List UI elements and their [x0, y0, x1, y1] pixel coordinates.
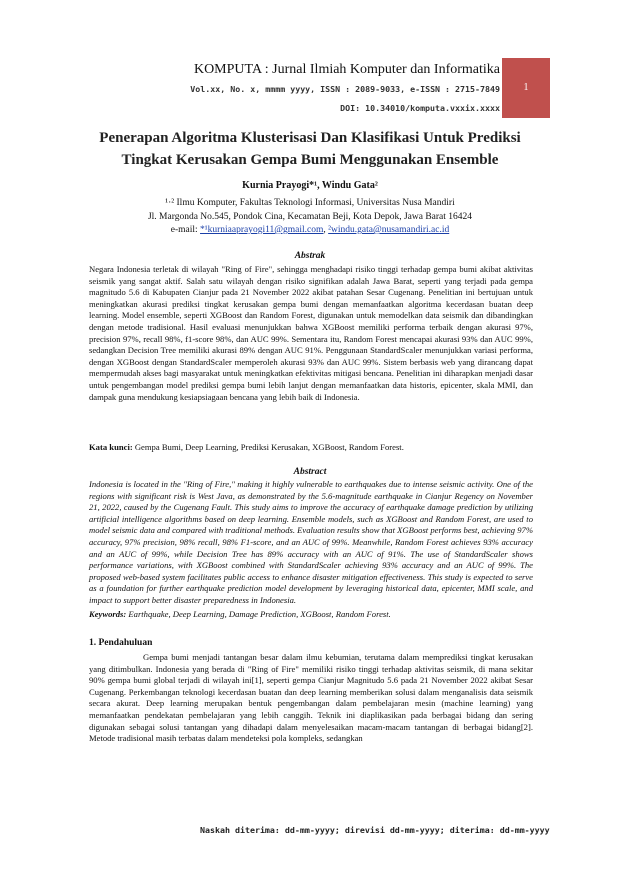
affiliation-line: Jl. Margonda No.545, Pondok Cina, Kecamatan Beji, Kota Depok, Jawa Barat 16424 [147, 211, 473, 222]
abstract-text: Indonesia is located in the "Ring of Fire," making it highly vulnerable to earthquakes due to intense seismic activity. One of the regions with significant risk is West Java, as demonstrated by the 5.6-magnitude earthquake in Cianjur Regency on November 21, 2022, caused by the Cugenang Fault. This study aims to improve the accuracy of earthquake damage prediction by utilizing artificial intelligence algorithms based on deep learning. Ensemble models, such as XGBoost and Random Forest, are used to model seismic data and compared with traditional methods. Evaluation results show that XGBoost performs best, achieving 97% accuracy, 97% precision, 98% recall, 98% F1-score, and an AUC of 99%. Meanwhile, Random Forest achieves 93% accuracy and an AUC of 99%, while Decision Tree has 89% accuracy with an AUC of 91%. The use of StandardScaler shows performance variations, with XGBoost combined with StandardScaler achieving 93% accuracy and an AUC of 99%. The proposed web-based system facilitates public access to enhance disaster mitigation effectiveness. This study is expected to serve as a foundation for further earthquake prediction model development by leveraging historical data, epicenter, MMI scale, and impact to support better disaster preparedness in Indonesia. [89, 479, 533, 605]
page-number-tab: 1 [502, 58, 550, 118]
email-link-1[interactable]: *¹kurniaaprayogi11@gmail.com [200, 225, 324, 235]
email-separator: , [323, 225, 329, 235]
email-link-2[interactable]: ²windu.gata@nusamandiri.ac.id [328, 225, 450, 235]
journal-doi: DOI: 10.34010/komputa.vxxix.xxxx [340, 103, 500, 113]
abstract-heading: Abstract [293, 467, 327, 477]
title-line: Tingkat Kerusakan Gempa Bumi Menggunakan Ensemble [121, 152, 499, 168]
keywords-value: Earthquake, Deep Learning, Damage Prediction, XGBoost, Random Forest. [126, 609, 391, 619]
paper-title [60, 127, 560, 171]
affiliation [60, 197, 560, 238]
affiliation-line: ¹·² Ilmu Komputer, Fakultas Teknologi Informasi, Universitas Nusa Mandiri [165, 198, 455, 208]
abstrak-keywords [89, 442, 533, 452]
email-prefix: e-mail: [170, 225, 201, 235]
intro-heading: 1. Pendahuluan [89, 638, 153, 648]
journal-title: KOMPUTA : Jurnal Ilmiah Komputer dan Informatika [193, 62, 500, 77]
email-line [60, 224, 560, 238]
keywords-label: Keywords: [89, 609, 127, 619]
intro-text: Gempa bumi menjadi tantangan besar dalam ilmu kebumian, terutama dalam memprediksi tingkat kerusakan yang ditimbulkan. Indonesia yang berada di "Ring of Fire" memiliki risiko tinggi terhadap aktivitas seismik, di mana sekitar 90% gempa bumi global terjadi di wilayah ini[1], seperti gempa Cianjur Magnitudo 5.6 pada 21 November 2022 akibat Sesar Cugenang. Perkembangan teknologi kecerdasan buatan dan deep learning memberikan solusi dalam menganalisis data seismik secara akurat. Deep learning merupakan bentuk pengembangan dalam pembelajaran mesin (machine learning) yang memanfaatkan pendekatan pembelajaran yang lebih canggih. Teknik ini diaplikasikan pada berbagai bidang dan sering digunakan sebagai solusi tantangan yang dihadapi dalam menyelesaikan macam-macam tantangan di berbagai bidang[2]. Metode tradisional masih terbatas dalam mendeteksi pola kompleks, sedangkan [89, 652, 533, 744]
keywords-value: Gempa Bumi, Deep Learning, Prediksi Kerusakan, XGBoost, Random Forest. [132, 442, 404, 452]
abstrak-heading: Abstrak [294, 251, 326, 261]
keywords-label: Kata kunci: [89, 442, 133, 452]
submission-dates: Naskah diterima: dd-mm-yyyy; direvisi dd-mm-yyyy; diterima: dd-mm-yyyy [200, 825, 550, 835]
title-line: Penerapan Algoritma Klusterisasi Dan Klasifikasi Untuk Prediksi [99, 130, 521, 146]
abstrak-text: Negara Indonesia terletak di wilayah "Ring of Fire", sehingga menghadapi risiko tinggi terhadap gempa bumi akibat aktivitas seismik yang sangat aktif. Salah satu wilayah dengan risiko signifikan adalah Jawa Barat, seperti yang terjadi pada gempa magnitudo 5.6 di Kabupaten Cianjur pada 21 November 2022 akibat patahan Sesar Cugenang. Penelitian ini bertujuan untuk meningkatkan akurasi prediksi tingkat kerusakan gempa bumi dengan memanfaatkan algoritma kecerdasan buatan deep learning. Model ensemble, seperti XGBoost dan Random Forest, digunakan untuk memodelkan data seismik dan dibandingkan dengan metode tradisional. Hasil evaluasi menunjukkan bahwa XGBoost memiliki performa terbaik dengan akurasi 97%, precision 97%, recall 98%, f1-score 98%, dan AUC 99%. Sementara itu, Random Forest mencapai akurasi 93% dan AUC 99%, sedangkan Decision Tree memiliki akurasi 89% dengan AUC 91%. Penggunaan StandardScaler menunjukkan variasi performa, dengan XGBoost dengan StandardScaler memperoleh akurasi 93% dan AUC 99%. Sistem berbasis web yang dirancang dapat mempermudah akses bagi masyarakat untuk meningkatkan efektivitas mitigasi bencana. Penelitian ini diharapkan menjadi dasar untuk pengembangan model prediksi gempa bumi lebih lanjut dengan memanfaatkan data historis, epicenter, skala MMI, dan dampak guna mendukung kesiapsiagaan bencana yang lebih baik di Indonesia. [89, 264, 533, 402]
authors: Kurnia Prayogi*¹, Windu Gata² [242, 180, 378, 191]
journal-issn: Vol.xx, No. x, mmmm yyyy, ISSN : 2089-9033, e-ISSN : 2715-7849 [190, 84, 500, 94]
abstract-keywords [89, 609, 533, 619]
